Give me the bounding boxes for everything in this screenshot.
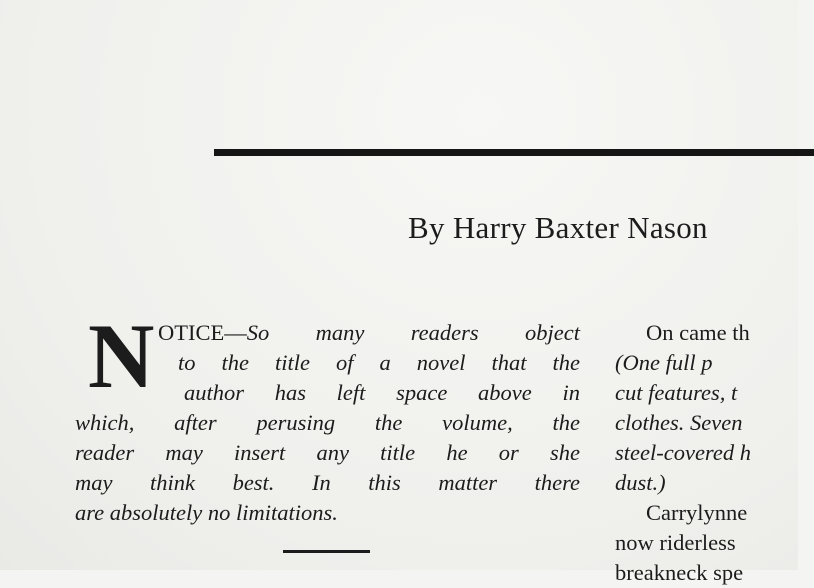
right-column-line-7: Carrylynne [646, 500, 748, 525]
right-column-line-4: clothes. Seven [615, 410, 743, 435]
notice-line-3: author has left space above in [184, 380, 580, 405]
drop-cap: N [88, 305, 155, 407]
right-column-line-6: dust.) [615, 470, 666, 495]
notice-line-7: are absolutely no limitations. [75, 500, 338, 525]
section-divider [283, 550, 370, 553]
notice-line-1-text: So many readers object [246, 320, 580, 345]
notice-line-6: may think best. In this matter there [75, 470, 580, 495]
right-column-line-3: cut features, t [615, 380, 738, 405]
notice-line-4: which, after perusing the volume, the [75, 410, 580, 435]
notice-line-5: reader may insert any title he or she [75, 440, 580, 465]
right-column-line-9: breakneck spe [615, 560, 744, 585]
right-column-line-8: now riderless [615, 530, 736, 555]
heavy-horizontal-rule [214, 149, 814, 156]
notice-lead: OTICE— [158, 320, 247, 345]
right-column-line-2: (One full p [615, 350, 713, 375]
notice-line-2: to the title of a novel that the [178, 350, 580, 375]
notice-line-1 [158, 318, 580, 348]
byline: By Harry Baxter Nason [408, 210, 708, 245]
right-column-line-5: steel-covered h [615, 440, 751, 465]
right-column-line-1: On came th [646, 320, 750, 345]
